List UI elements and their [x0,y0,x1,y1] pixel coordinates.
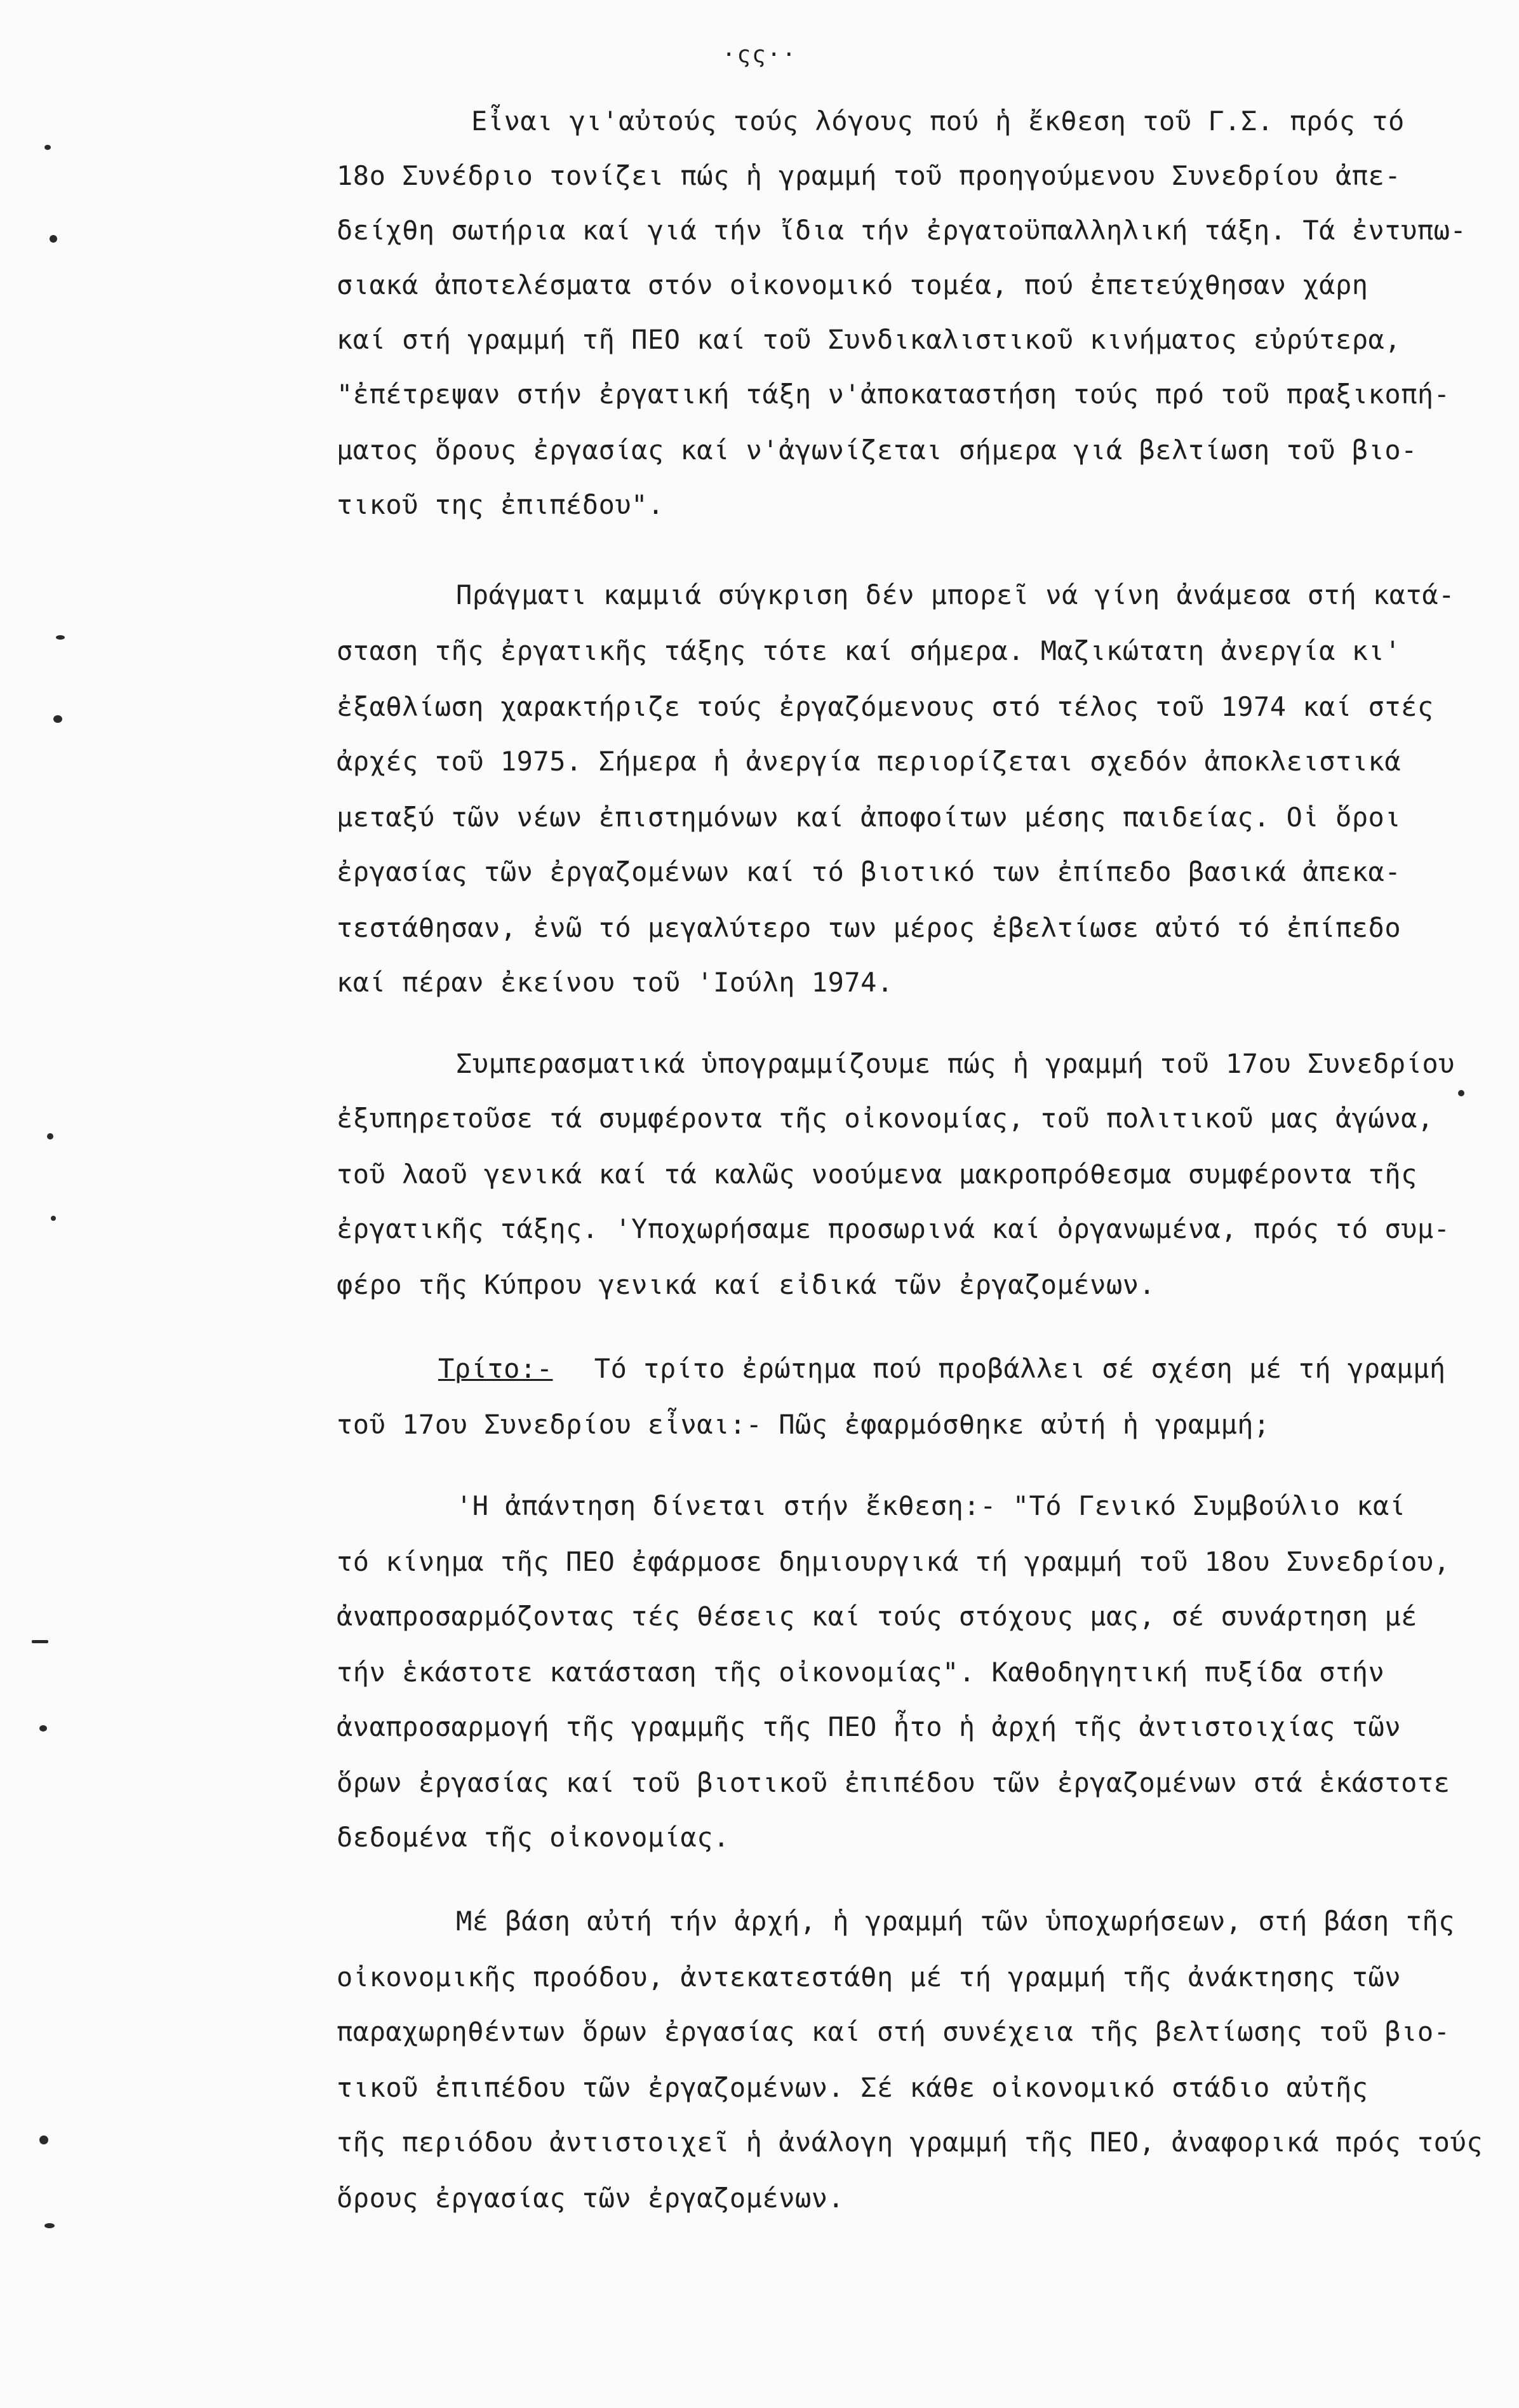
text-line: τικοῦ ἐπιπέδου τῶν ἐργαζομένων. Σέ κάθε οἰκονομικό στάδιο αὐτῆς [337,2072,1368,2103]
text-line: ἀναπροσαρμόζοντας τές θέσεις καί τούς στόχους μας, σέ συνάρτηση μέ [337,1601,1417,1632]
text-line: φέρο τῆς Κύπρου γενικά καί εἰδικά τῶν ἐργαζομένων. [337,1269,1156,1300]
scan-speck [32,1640,48,1643]
text-line: τεστάθησαν, ἐνῶ τό μεγαλύτερο των μέρος ἐβελτίωσε αὐτό τό ἐπίπεδο [337,912,1402,943]
text-line: καί στή γραμμή τῆ ΠΕΟ καί τοῦ Συνδικαλιστικοῦ κινήματος εὐρύτερα, [337,324,1402,355]
text-line: τικοῦ της ἐπιπέδου". [337,489,664,520]
text-line: ἀναπροσαρμογή τῆς γραμμῆς τῆς ΠΕΟ ἦτο ἡ ἀρχή τῆς ἀντιστοιχίας τῶν [337,1711,1402,1742]
text-line: ἀρχές τοῦ 1975. Σήμερα ἡ ἀνεργία περιορίζεται σχεδόν ἀποκλειστικά [337,746,1402,777]
text-line: τοῦ 17ου Συνεδρίου εἶναι:- Πῶς ἐφαρμόσθηκε αὐτή ἡ γραμμή; [337,1409,1270,1440]
text-line: Εἶναι γι'αὐτούς τούς λόγους πού ἡ ἔκθεση τοῦ Γ.Σ. πρός τό [471,105,1405,137]
scan-speck [51,1216,56,1221]
text-line: τήν ἑκάστοτε κατάσταση τῆς οἰκονομίας". Καθοδηγητική πυξίδα στήν [337,1657,1385,1688]
scan-speck [56,635,65,640]
text-line: μεταξύ τῶν νέων ἐπιστημόνων καί ἀποφοίτων μέσης παιδείας. Οἱ ὅροι [337,802,1402,833]
text-line: ἐξαθλίωση χαρακτήριζε τούς ἐργαζόμενους στό τέλος τοῦ 1974 καί στές [337,691,1434,722]
text-line: σιακά ἀποτελέσματα στόν οἰκονομικό τομέα, πού ἐπετεύχθησαν χάρη [337,269,1368,300]
text-line: Μέ βάση αὐτή τήν ἀρχή, ἡ γραμμή τῶν ὑποχωρήσεων, στή βάση τῆς [456,1906,1455,1937]
text-line: Τό τρίτο ἐρώτημα πού προβάλλει σέ σχέση μέ τή γραμμή [578,1353,1446,1384]
text-line: 'Η ἀπάντηση δίνεται στήν ἔκθεση:- "Τό Γενικό Συμβούλιο καί [456,1490,1406,1521]
text-line: τοῦ λαοῦ γενικά καί τά καλῶς νοούμενα μακροπρόθεσμα συμφέροντα τῆς [337,1159,1417,1190]
text-line: δείχθη σωτήρια καί γιά τήν ἴδια τήν ἐργατοϋπαλληλική τάξη. Τά ἐντυπω- [337,215,1467,246]
text-line: ἐξυπηρετοῦσε τά συμφέροντα τῆς οἰκονομίας, τοῦ πολιτικοῦ μας ἀγώνα, [337,1103,1434,1134]
text-line: Συμπερασματικά ὑπογραμμίζουμε πώς ἡ γραμμή τοῦ 17ου Συνεδρίου [456,1048,1455,1079]
scan-speck [53,715,62,723]
text-line: παραχωρηθέντων ὅρων ἐργασίας καί στή συνέχεια τῆς βελτίωσης τοῦ βιο- [337,2016,1450,2047]
text-line: ὅρων ἐργασίας καί τοῦ βιοτικοῦ ἐπιπέδου τῶν ἐργαζομένων στά ἑκάστοτε [337,1767,1450,1798]
scan-speck [50,235,57,243]
text-line: "ἐπέτρεψαν στήν ἐργατική τάξη ν'ἀποκαταστήση τούς πρό τοῦ πραξικοπή- [337,379,1450,410]
text-line: 18ο Συνέδριο τονίζει πώς ἡ γραμμή τοῦ προηγούμενου Συνεδρίου ἀπε- [337,160,1402,191]
text-line: ματος ὅρους ἐργασίας καί ν'ἀγωνίζεται σήμερα γιά βελτίωση τοῦ βιο- [337,434,1417,466]
text-line: οἰκονομικῆς προόδου, ἀντεκατεστάθη μέ τή γραμμή τῆς ἀνάκτησης τῶν [337,1961,1402,1993]
scan-speck [44,145,51,150]
scan-speck [44,2223,55,2228]
text-line: ἐργατικῆς τάξης. 'Υποχωρήσαμε προσωρινά καί ὀργανωμένα, πρός τό συμ- [337,1213,1450,1244]
text-line: τῆς περιόδου ἀντιστοιχεῖ ἡ ἀνάλογη γραμμή τῆς ΠΕΟ, ἀναφορικά πρός τούς [337,2127,1483,2158]
scan-speck [1458,1090,1464,1096]
text-line: δεδομένα τῆς οἰκονομίας. [337,1822,730,1853]
text-line: Πράγματι καμμιά σύγκριση δέν μπορεῖ νά γίνη ἀνάμεσα στή κατά- [456,579,1455,610]
text-line: ὅρους ἐργασίας τῶν ἐργαζομένων. [337,2183,845,2214]
text-line: τό κίνημα τῆς ΠΕΟ ἐφάρμοσε δημιουργικά τή γραμμή τοῦ 18ου Συνεδρίου, [337,1546,1450,1577]
text-line: σταση τῆς ἐργατικῆς τάξης τότε καί σήμερα. Μαζικώτατη ἀνεργία κι' [337,635,1402,666]
text-line: καί πέραν ἐκείνου τοῦ 'Ιούλη 1974. [337,967,893,998]
scan-speck [47,1133,53,1140]
text-line: ἐργασίας τῶν ἐργαζομένων καί τό βιοτικό των ἐπίπεδο βασικά ἀπεκα- [337,856,1402,887]
page-number: ·ςς·· [721,42,798,68]
scan-speck [39,1725,47,1732]
scan-speck [39,2136,48,2144]
section-heading: Τρίτο:- [438,1353,553,1384]
